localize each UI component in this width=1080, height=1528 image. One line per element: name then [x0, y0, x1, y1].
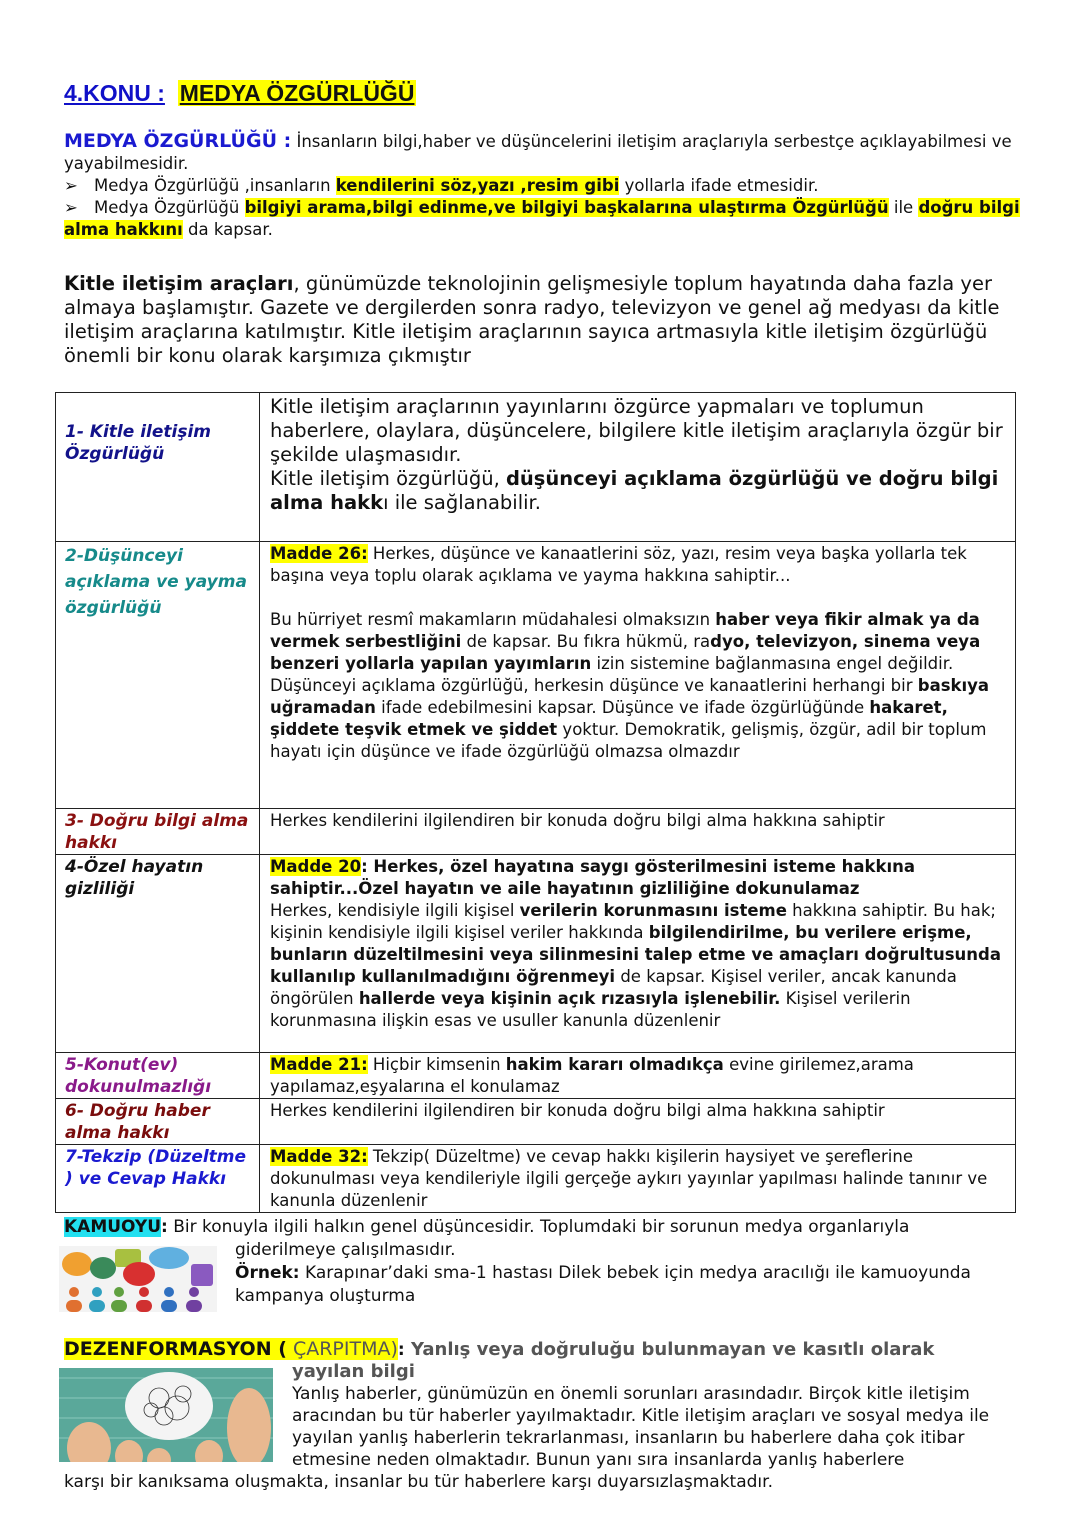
text-run: Madde 26:: [270, 544, 368, 563]
text-run: Hiçbir kimsenin: [367, 1055, 506, 1074]
row-content: [260, 1099, 1016, 1145]
kitle-paragraph: [64, 272, 1039, 368]
table-row: [56, 809, 1016, 855]
kamuoyu-section: [64, 1216, 1034, 1308]
carpitma-label: ÇARPITMA): [286, 1338, 398, 1360]
topic-title: [64, 80, 416, 107]
content-paragraph: [270, 675, 1007, 763]
text-run: Herkes kendilerini ilgilendiren bir konuda doğru bilgi alma hakkına sahiptir: [270, 811, 885, 830]
content-paragraph: [270, 1054, 1007, 1098]
dezenformasyon-text-end: karşı bir kanıksama oluşmakta, insanlar bu tür haberlere karşı duyarsızlaşmaktadır.: [64, 1472, 773, 1492]
text-run: hakim kararı olmadıkça: [505, 1055, 724, 1074]
text-run: doğru bilgi alma hakkını: [64, 198, 1020, 239]
row-label: 3- Doğru bilgi alma hakkı: [56, 809, 260, 855]
text-run: kendilerini söz,yazı ,resim gibi: [335, 176, 620, 195]
text-run: de kapsar. Bu fıkra hükmü, ra: [461, 632, 711, 651]
text-run: Medya Özgürlüğü: [94, 198, 245, 217]
colon: :: [161, 1217, 168, 1237]
row-content: [260, 542, 1016, 809]
text-run: yollarla ifade etmesidir.: [619, 176, 819, 195]
text-run: hakkına sahiptir. Bu hak; kişinin kendisiyle ilgili kişisel veriler hakkında: [270, 901, 996, 942]
text-run: Medya Özgürlüğü ,insanların: [94, 176, 336, 195]
row-label: 4-Özel hayatın gizliliği: [56, 855, 260, 1053]
example-label: Örnek:: [235, 1263, 300, 1283]
text-run: ile: [888, 198, 919, 217]
text-run: Madde 20: [270, 857, 362, 876]
content-paragraph: [270, 467, 1007, 515]
row-content: [260, 1053, 1016, 1099]
row-label: 7-Tekzip (Düzeltme ) ve Cevap Hakkı: [56, 1145, 260, 1213]
row-content: [260, 393, 1016, 542]
kamuoyu-definition-cont: giderilmeye çalışılmasıdır.: [235, 1240, 456, 1260]
content-paragraph: [270, 395, 1007, 467]
dezenformasyon-label: [64, 1338, 398, 1360]
colon: :: [397, 1340, 405, 1360]
example-text: Karapınar’daki sma-1 hastası Dilek bebek için medya aracılığı ile kamuoyunda kampanya oluşturma: [235, 1263, 971, 1306]
text-run: ifade edebilmesini kapsar. Düşünce ve ifade özgürlüğünde: [375, 698, 870, 717]
topic-name: MEDYA ÖZGÜRLÜĞÜ: [179, 80, 415, 106]
table-row: [56, 542, 1016, 809]
text-run: hakaret, şiddete teşvik etmek ve şiddet: [270, 698, 948, 739]
rich-text: [64, 198, 1020, 239]
text-run: Kişisel verilerin korunmasına ilişkin esas ve usuller kanunla düzenlenir: [270, 989, 911, 1030]
row-label: 6- Doğru haber alma hakkı: [56, 1099, 260, 1145]
content-paragraph: [270, 1146, 1007, 1212]
text-run: düşünceyi açıklama özgürlüğü ve doğru bilgi alma hakk: [270, 467, 999, 514]
text-run: Herkes, düşünce ve kanaatlerini söz, yazı, resim veya başka yollarla tek başına veya toplu olarak açıklama ve yayma hakkına sahiptir...: [270, 544, 967, 585]
text-run: Kitle iletişim araçları: [64, 272, 294, 295]
text-run: : Herkes, özel hayatına saygı gösterilmesini isteme hakkına sahiptir...Özel hayatın ve aile hayatının gizliliğine dokunulamaz: [270, 857, 916, 898]
kamuoyu-definition: Bir konuyla ilgili halkın genel düşüncesidir. Toplumdaki bir sorunun medya organlarıyla: [167, 1217, 910, 1237]
text-run: ı ile sağlanabilir.: [383, 491, 541, 514]
text-run: baskıya uğramadan: [270, 676, 990, 717]
rich-text: [94, 176, 818, 195]
text-run: bilgiyi arama,bilgi edinme,ve bilgiyi başkalarına ulaştırma Özgürlüğü: [244, 198, 889, 217]
text-run: Tekzip( Düzeltme) ve cevap hakkı kişilerin haysiyet ve şereflerine dokunulması veya kendileriyle ilgili gerçeğe aykırı yayınlar yapılması halinde tanınır ve kanunla düzenlenir: [270, 1147, 988, 1210]
content-paragraph: [270, 856, 1007, 900]
text-run: da kapsar.: [182, 220, 273, 239]
text-run: , günümüzde teknolojinin gelişmesiyle toplum hayatında daha fazla yer almaya başlamıştır. Gazete ve dergilerden sonra radyo, televizyon ve genel ağ medyası da kitle iletişim araçlarına katılmıştır. Kitle iletişim araçlarının sayıca artmasıyla kitle iletişim özgürlüğü önemli bir konu olarak karşımıza çıkmıştır: [64, 272, 1000, 367]
text-run: Madde 21:: [270, 1055, 368, 1074]
content-paragraph: [270, 900, 1007, 1032]
dezenformasyon-body: [64, 1361, 1039, 1471]
text-run: izin sistemine bağlanmasına engel değildir.: [591, 654, 954, 673]
content-paragraph: [270, 543, 1007, 587]
text-run: bilgilendirilme, bu verilere erişme, bunların düzeltilmesini veya silinmesini talep etme ve amaçları doğrultusunda kullanılıp kullanılmadığını öğrenmeyi: [270, 923, 1001, 986]
text-run: Kitle iletişim araçlarının yayınlarını özgürce yapmaları ve toplumun haberlere, olaylara, düşüncelere, bilgilere kitle iletişim araçlarıyla özgür bir şekilde ulaşmasıdır.: [270, 395, 1003, 466]
kamuoyu-label: KAMUOYU: [64, 1217, 162, 1237]
topic-number: 4.KONU :: [64, 80, 165, 106]
row-label: 1- Kitle iletişim Özgürlüğü: [56, 393, 260, 542]
row-content: [260, 1145, 1016, 1213]
text-run: evine girilemez,arama yapılamaz,eşyalarına el konulamaz: [270, 1055, 914, 1096]
text-run: Bu hürriyet resmî makamların müdahalesi olmaksızın: [270, 610, 716, 629]
text-run: de kapsar. Kişisel veriler, ancak kanunda öngörülen: [270, 967, 957, 1008]
intro-definition: İnsanların bilgi,haber ve düşüncelerini iletişim araçlarıyla serbestçe açıklayabilmesi ve yayabilmesidir.: [64, 132, 1012, 173]
dezenformasyon-definition: Yanlış veya doğruluğu bulunmayan ve kasıtlı olarak: [404, 1339, 935, 1360]
kamuoyu-continued: [64, 1239, 1034, 1308]
content-paragraph: [270, 609, 1007, 675]
dezenformasyon-title: DEZENFORMASYON (: [64, 1338, 287, 1360]
rich-text: [64, 272, 1000, 367]
text-run: Kitle iletişim özgürlüğü,: [270, 467, 506, 490]
row-content: [260, 809, 1016, 855]
table-row: [56, 1099, 1016, 1145]
dezenformasyon-definition-cont: yayılan bilgi: [292, 1361, 415, 1382]
content-paragraph: [270, 587, 1007, 609]
text-run: Düşünceyi açıklama özgürlüğü, herkesin düşünce ve kanaatlerini herhangi bir: [270, 676, 918, 695]
table-row: [56, 393, 1016, 542]
rights-table: [55, 392, 1016, 1213]
row-content: [260, 855, 1016, 1053]
dezenformasyon-section: [64, 1338, 1039, 1493]
arrow-bullet-icon: ➢: [64, 198, 78, 217]
text-run: Herkes, kendisiyle ilgili kişisel: [270, 901, 520, 920]
text-run: verilerin korunmasını isteme: [519, 901, 787, 920]
text-run: dyo, televizyon, sinema veya benzeri yollarla yapılan yayımların: [270, 632, 981, 673]
intro-section: [64, 130, 1024, 241]
bullet-item: [64, 197, 1024, 241]
row-label: 2-Düşünceyi açıklama ve yayma özgürlüğü: [56, 542, 260, 809]
text-run: hallerde veya kişinin açık rızasıyla işlenebilir.: [358, 989, 781, 1008]
intro-lead: MEDYA ÖZGÜRLÜĞÜ :: [64, 130, 292, 152]
table-row: [56, 855, 1016, 1053]
content-paragraph: [270, 1100, 1007, 1122]
table-row: [56, 1053, 1016, 1099]
text-run: Madde 32:: [270, 1147, 368, 1166]
arrow-bullet-icon: ➢: [64, 176, 78, 195]
row-label: 5-Konut(ev) dokunulmazlığı: [56, 1053, 260, 1099]
dezenformasyon-text: Yanlış haberler, günümüzün en önemli sorunları arasındadır. Birçok kitle iletişim aracından bu tür haberler yayılmaktadır. Kitle iletişim araçları ve sosyal medya ile yayılan yanlış haberlerin tekrarlanması, insanların bu haberlere daha çok itibar etmesine neden olmaktadır. Bunun yanı sıra insanlarda yanlış haberlere: [292, 1384, 990, 1470]
content-paragraph: [270, 810, 1007, 832]
table-row: [56, 1145, 1016, 1213]
bullet-item: [64, 175, 1024, 197]
text-run: haber veya fikir almak ya da vermek serbestliğini: [270, 610, 980, 651]
text-run: Herkes kendilerini ilgilendiren bir konuda doğru bilgi alma hakkına sahiptir: [270, 1101, 885, 1120]
text-run: yoktur. Demokratik, gelişmiş, özgür, adil bir toplum hayatı için düşünce ve ifade özgürlüğü olmazsa olmazdır: [270, 720, 987, 761]
